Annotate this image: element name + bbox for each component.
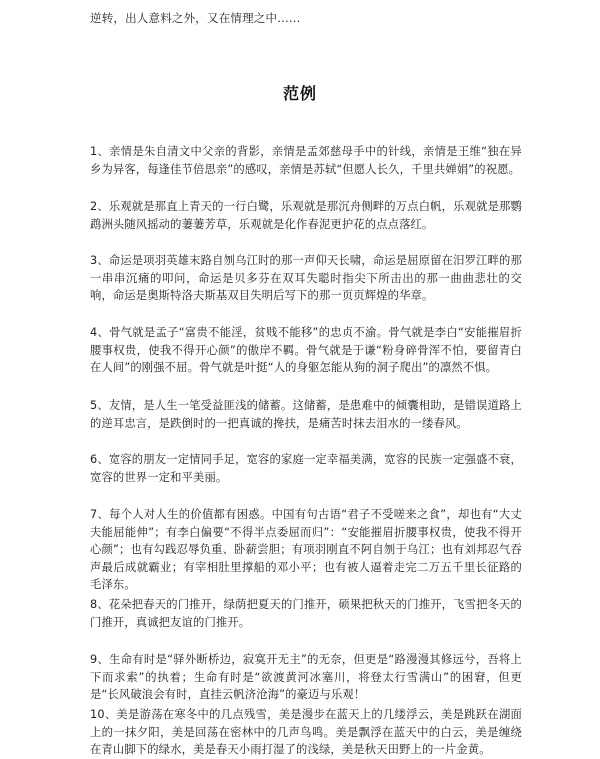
- paragraph-7: 7、每个人对人生的价值都有困惑。中国有句古语“君子不受嗟来之食”，却也有“大丈夫能屈能伸”；有李白偏要“不得半点委屈而归”：“安能摧眉折腰事权贵，使我不得开心颜”；也有勾践忍辱负重、卧薪尝胆；有项羽刚直不阿自刎于乌江；也有刘邦忍气吞声最后成就霸业；有宰相肚里撑船的邓小平；也有被人逼着走完二万五千里长征路的毛泽东。: [90, 508, 522, 591]
- paragraph-1: 1、亲情是朱自清文中父亲的背影，亲情是孟郊慈母手中的针线，亲情是王维“独在异乡为异客，每逢佳节倍思亲”的感叹，亲情是苏轼“但愿人长久，千里共婵娟”的祝愿。: [90, 145, 522, 176]
- intro-line: 逆转，出人意料之外，又在情理之中……: [90, 11, 301, 25]
- paragraph-3: 3、命运是项羽英雄末路自刎乌江时的那一声仰天长啸，命运是屈原留在汨罗江畔的那一串串沉痛的叩问，命运是贝多芬在双耳失聪时指尖下所击出的那一曲曲悲壮的交响，命运是奥斯特洛夫斯基双目失明后写下的那一页页辉煌的华章。: [90, 254, 522, 302]
- paragraph-2: 2、乐观就是那直上青天的一行白鹭，乐观就是那沉舟侧畔的万点白帆，乐观就是那鹦鹉洲头随风摇动的萋萋芳草，乐观就是化作春泥更护花的点点落红。: [90, 200, 522, 231]
- paragraph-6: 6、宽容的朋友一定情同手足，宽容的家庭一定幸福美满，宽容的民族一定强盛不衰，宽容的世界一定和平美丽。: [90, 453, 522, 484]
- paragraph-5: 5、友情，是人生一笔受益匪浅的储蓄。这储蓄，是患难中的倾囊相助，是错误道路上的逆耳忠言，是跌倒时的一把真诚的搀扶，是痛苦时抹去泪水的一缕春风。: [90, 399, 522, 430]
- paragraph-4: 4、骨气就是孟子“富贵不能淫，贫贱不能移”的忠贞不渝。骨气就是李白“安能摧眉折腰事权贵，使我不得开心颜”的傲岸不羁。骨气就是于谦“粉身碎骨浑不怕，要留青白在人间”的刚强不屈。骨气就是叶挺“人的身躯怎能从狗的洞子爬出”的凛然不惧。: [90, 326, 522, 374]
- page-title: 范例: [282, 84, 317, 103]
- paragraph-8: 8、花朵把春天的门推开，绿荫把夏天的门推开，硕果把秋天的门推开，飞雪把冬天的门推开，真诚把友谊的门推开。: [90, 598, 522, 629]
- paragraph-9: 9、生命有时是“驿外断桥边，寂寞开无主”的无奈，但更是“路漫漫其修远兮，吾将上下而求索”的执着；生命有时是“欲渡黄河冰塞川，将登太行雪满山”的困窘，但更是“长风破浪会有时，直挂云帆济沧海”的豪迈与乐观！: [90, 653, 522, 701]
- paragraph-10: 10、美是游荡在寒冬中的几点残雪，美是漫步在蓝天上的几缕浮云，美是跳跃在湖面上的一抹夕阳，美是回荡在密林中的几声鸟鸣。美是飘浮在蓝天中的白云，美是缠绕在青山脚下的绿水，美是春天小雨打湿了的浅绿，美是秋天田野上的一片金黄。: [90, 708, 522, 756]
